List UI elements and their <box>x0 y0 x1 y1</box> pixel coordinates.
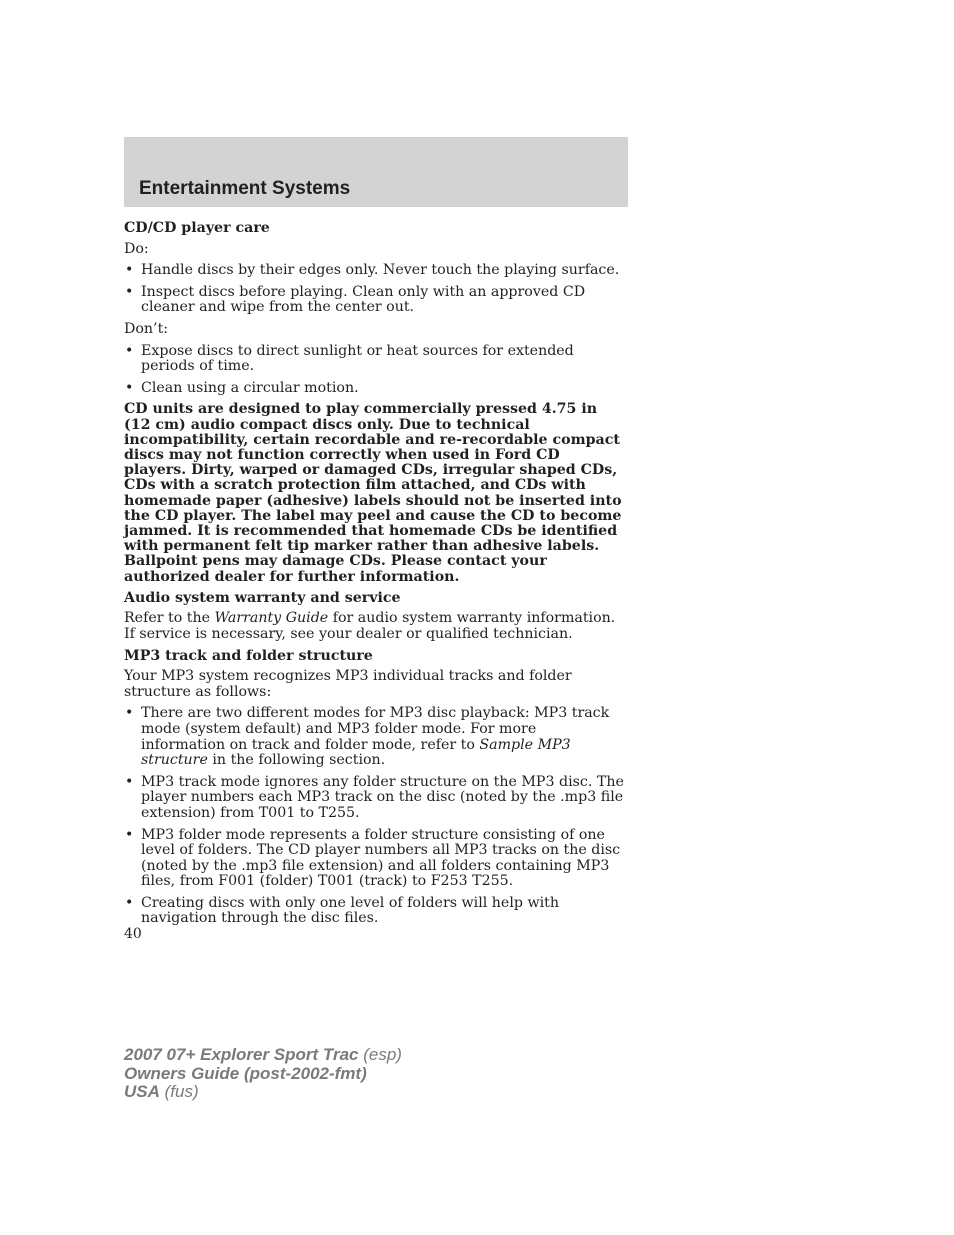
mp3-list <box>124 706 624 927</box>
warranty-heading: Audio system warranty and service <box>124 589 401 606</box>
dont-label: Don’t: <box>124 320 169 337</box>
footer-line-1: 2007 07+ Explorer Sport Trac (esp) <box>124 1045 402 1064</box>
mp3-intro: Your MP3 system recognizes MP3 individual tracks and folder structure as follows: <box>124 668 572 700</box>
bullet-icon: • <box>125 894 134 911</box>
bullet-icon: • <box>125 283 134 300</box>
mp3-heading: MP3 track and folder structure <box>124 647 373 664</box>
page-number: 40 <box>124 926 142 942</box>
warranty-paragraph: Refer to the Warranty Guide for audio system warranty information. If service is necessary, see your dealer or qualified technician. <box>124 610 616 642</box>
bullet-icon: • <box>125 379 134 396</box>
sample-mp3-ref: Sample MP3 structure <box>141 736 571 769</box>
dont-list <box>124 344 624 397</box>
bullet-icon: • <box>125 705 134 722</box>
bullet-icon: • <box>125 826 134 843</box>
list-item: • MP3 folder mode represents a folder structure consisting of one level of folders. The CD player numbers all MP3 tracks on the disc (noted by the .mp3 file extension) and all folders containing MP3 files, from F001 (folder) T001 (track) to F253 T255. <box>125 826 621 890</box>
list-item: • There are two different modes for MP3 disc playback: MP3 track mode (system default) and MP3 folder mode. For more information on track and folder mode, refer to Sample MP3 structure in the following section. <box>125 705 610 769</box>
list-item: • Handle discs by their edges only. Never touch the playing surface. <box>125 262 620 279</box>
cd-care-heading: CD/CD player care <box>124 220 270 236</box>
footer-line-2: Owners Guide (post-2002-fmt) <box>124 1063 367 1083</box>
list-item: • Clean using a circular motion. <box>125 379 359 396</box>
document-footer <box>124 1046 402 1102</box>
footer-line-3: USA (fus) <box>124 1082 199 1101</box>
cd-warning: CD units are designed to play commercially pressed 4.75 in (12 cm) audio compact discs only. Due to technical incompatibility, certain recordable and re-recordable compact discs may not function correctly when used in Ford CD players. Dirty, warped or damaged CDs, irregular shaped CDs, CDs with a scratch protection film attached, and CDs with homemade paper (adhesive) labels should not be inserted into the CD player. The label may peel and cause the CD to become jammed. It is recommended that homemade CDs be identified with permanent felt tip marker rather than adhesive labels. Ballpoint pens may damage CDs. Please contact your authorized dealer for further information. <box>124 401 622 585</box>
list-item: • Creating discs with only one level of folders will help with navigation through the disc files. <box>125 894 559 927</box>
page-content <box>124 221 624 933</box>
list-item: • Inspect discs before playing. Clean only with an approved CD cleaner and wipe from the center out. <box>125 283 586 316</box>
warranty-guide-title: Warranty Guide <box>214 610 329 627</box>
section-title: Entertainment Systems <box>139 178 351 199</box>
do-list <box>124 263 624 316</box>
bullet-icon: • <box>125 342 134 359</box>
list-item: • MP3 track mode ignores any folder structure on the MP3 disc. The player numbers each MP3 track on the disc (noted by the .mp3 file extension) from T001 to T255. <box>125 773 624 821</box>
list-item: • Expose discs to direct sunlight or heat sources for extended periods of time. <box>125 342 574 375</box>
section-header-bar <box>124 137 628 207</box>
bullet-icon: • <box>125 262 134 279</box>
bullet-icon: • <box>125 773 134 790</box>
do-label: Do: <box>124 240 149 257</box>
